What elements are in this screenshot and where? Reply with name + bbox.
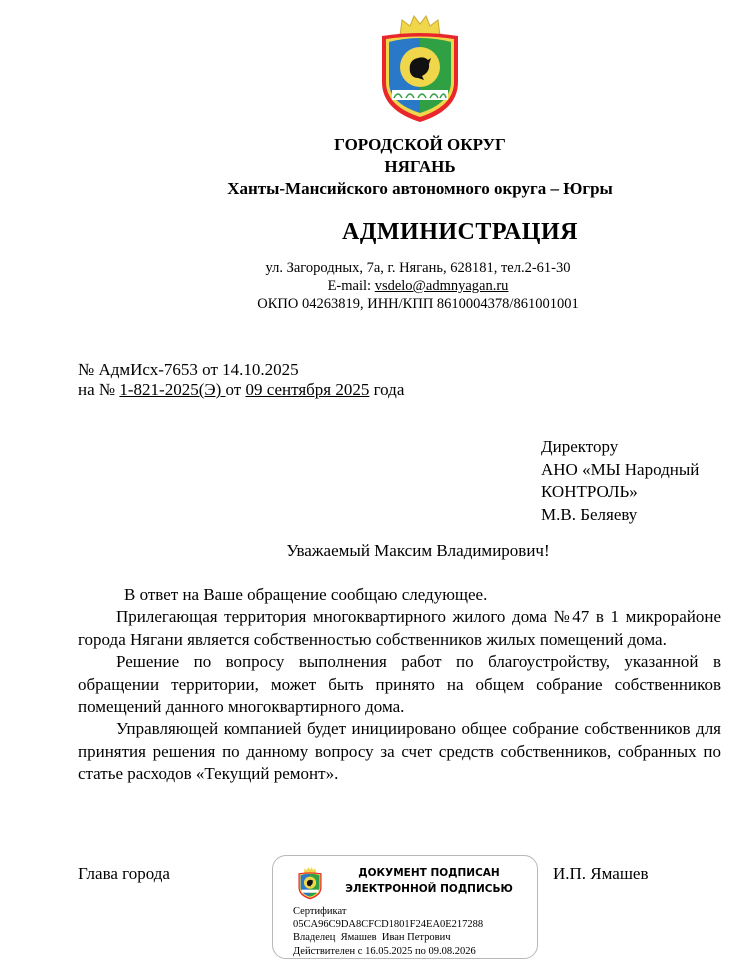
- body-paragraph: Прилегающая территория многоквартирного жилого дома №47 в 1 микрорайоне города Нягани является собственностью собственников жилых помещений дома.: [78, 607, 721, 649]
- organization-title: АДМИНИСТРАЦИЯ: [342, 219, 578, 245]
- email-label: E-mail:: [327, 278, 375, 294]
- stamp-title-line-2: ЭЛЕКТРОННОЙ ПОДПИСЬЮ: [345, 883, 513, 895]
- stamp-coat-of-arms-icon: [297, 866, 323, 900]
- electronic-signature-stamp: [272, 855, 538, 959]
- stamp-details: [293, 905, 483, 958]
- recipient-block: [541, 436, 699, 526]
- certificate-validity: Действителен с 16.05.2025 по 09.08.2026: [293, 945, 476, 957]
- outgoing-number: № АдмИсх-7653 от 14.10.2025: [78, 360, 299, 379]
- greeting: Уважаемый Максим Владимирович!: [286, 541, 550, 560]
- body-paragraph: Управляющей компанией будет инициировано общее собрание собственников для принятия решения по данному вопросу за счет средств собственников, собранных по статье расходов «Текущий ремонт».: [78, 719, 721, 784]
- letter-body: [78, 584, 721, 786]
- body-paragraph: Решение по вопросу выполнения работ по благоустройству, указанной в обращении территории, может быть принято на общем собрание собственников помещений данного многоквартирного дома.: [78, 652, 721, 717]
- reply-suffix: года: [369, 380, 405, 399]
- header-line-3: Ханты-Мансийского автономного округа – Югры: [227, 179, 613, 198]
- signatory-name: И.П. Ямашев: [553, 864, 649, 883]
- address: ул. Загородных, 7а, г. Нягань, 628181, тел.2-61-30: [265, 260, 571, 276]
- signatory-position: Глава города: [78, 864, 170, 883]
- reply-date: 09 сентября 2025: [245, 380, 370, 399]
- reply-prefix: на №: [78, 380, 120, 399]
- email-link[interactable]: vsdelo@admnyagan.ru: [374, 278, 509, 294]
- header-line-1: ГОРОДСКОЙ ОКРУГ: [334, 135, 506, 154]
- org-codes: ОКПО 04263819, ИНН/КПП 8610004378/861001001: [257, 296, 579, 312]
- reply-number: 1-821-2025(Э): [119, 380, 226, 399]
- recipient-line: Директору: [541, 437, 619, 456]
- recipient-line: М.В. Беляеву: [541, 504, 638, 524]
- reply-reference: [78, 379, 404, 401]
- recipient-line: КОНТРОЛЬ»: [541, 482, 638, 501]
- header-line-2: НЯГАНЬ: [384, 157, 456, 176]
- stamp-title: [339, 865, 519, 897]
- certificate-number: 05CA96C9DA8CFCD1801F24EA0E217288: [293, 919, 484, 931]
- city-coat-of-arms-icon: [378, 12, 462, 124]
- email-line: [40, 277, 756, 295]
- certificate-label: Сертификат: [293, 906, 347, 917]
- reply-from: от: [225, 380, 246, 399]
- body-paragraph: В ответ на Ваше обращение сообщаю следующее.: [124, 585, 488, 604]
- stamp-title-line-1: ДОКУМЕНТ ПОДПИСАН: [358, 867, 500, 879]
- recipient-line: АНО «МЫ Народный: [541, 459, 700, 479]
- certificate-owner: Владелец Ямашев Иван Петрович: [293, 932, 451, 944]
